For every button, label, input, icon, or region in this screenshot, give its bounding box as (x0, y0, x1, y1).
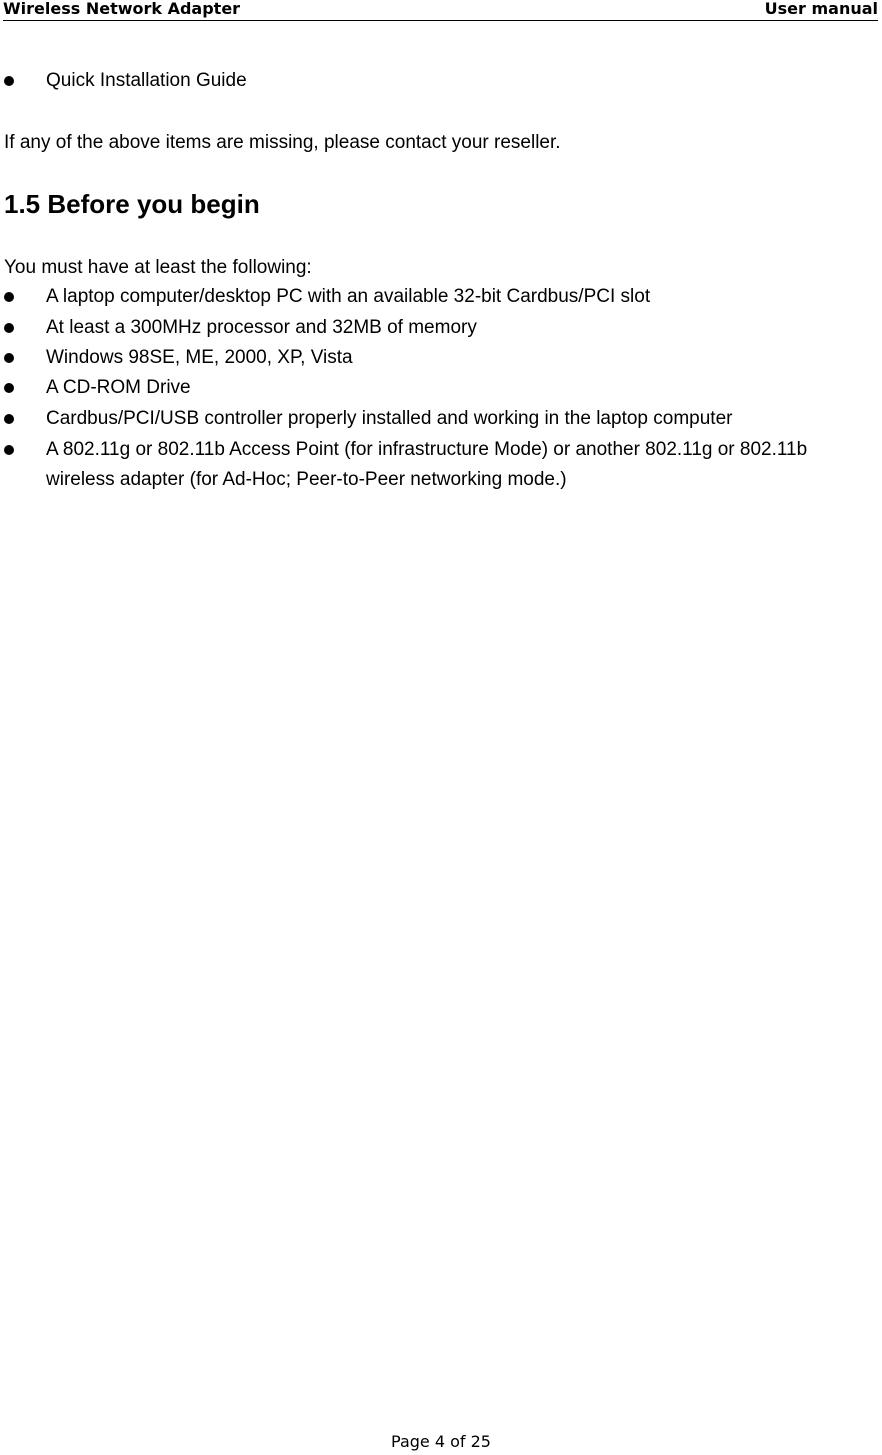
requirement-text: A 802.11g or 802.11b Access Point (for infrastructure Mode) or another 802.11g or 802.11b wireless adapter (for Ad-Hoc; Peer-to-Peer networking mode.) (46, 439, 808, 490)
header-document-type: User manual (764, 0, 878, 18)
missing-items-note: If any of the above items are missing, please contact your reseller. (4, 132, 561, 153)
list-item (4, 313, 846, 343)
page-number: Page 4 of 25 (391, 1432, 491, 1451)
list-item (4, 66, 846, 96)
requirement-text: Cardbus/PCI/USB controller properly installed and working in the laptop computer (46, 408, 733, 429)
bullet-icon (4, 66, 46, 86)
requirement-text: A CD-ROM Drive (46, 377, 191, 398)
running-header (3, 0, 878, 21)
requirements-intro: You must have at least the following: (4, 257, 312, 278)
bullet-icon (4, 435, 46, 455)
requirement-text: At least a 300MHz processor and 32MB of memory (46, 317, 477, 338)
header-document-title: Wireless Network Adapter (3, 0, 241, 18)
list-item (4, 343, 846, 373)
list-item (4, 282, 846, 312)
list-item (4, 404, 846, 434)
bullet-icon (4, 404, 46, 424)
requirement-text: A laptop computer/desktop PC with an available 32-bit Cardbus/PCI slot (46, 286, 651, 307)
bullet-icon (4, 343, 46, 363)
bullet-icon (4, 282, 46, 302)
list-item (4, 373, 846, 403)
bullet-icon (4, 313, 46, 333)
bullet-icon (4, 373, 46, 393)
section-heading: 1.5 Before you begin (4, 189, 260, 219)
list-item (4, 435, 846, 495)
package-item-text: Quick Installation Guide (46, 70, 247, 91)
requirement-text: Windows 98SE, ME, 2000, XP, Vista (46, 347, 353, 368)
